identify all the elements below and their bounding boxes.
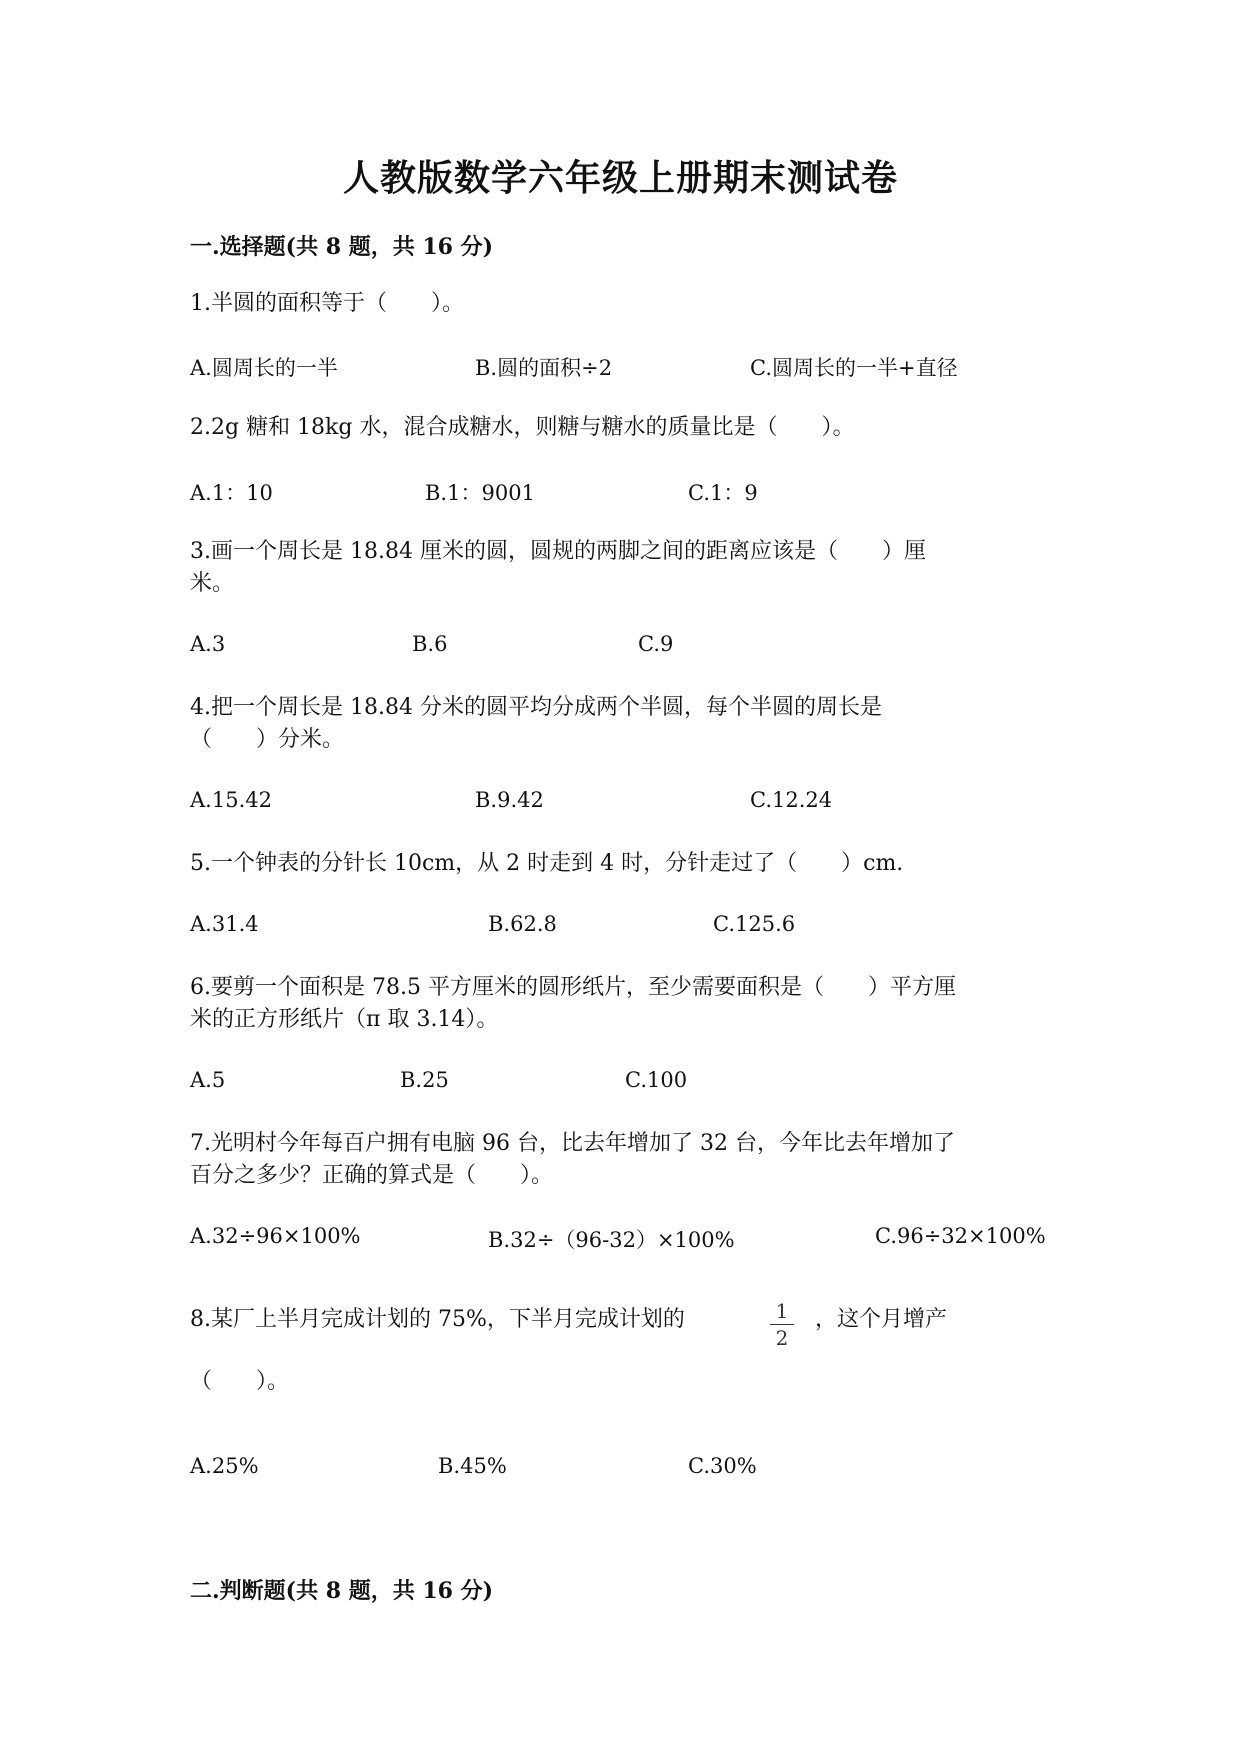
- q2-option-b: B.1：9001: [425, 481, 535, 505]
- q4-option-a: A.15.42: [190, 788, 272, 812]
- fraction-one-half: [770, 1300, 794, 1349]
- q1-option-c: C.圆周长的一半+直径: [750, 356, 958, 380]
- section-heading-judgement: 二.判断题(共 8 题，共 16 分): [190, 1578, 494, 1604]
- q3-option-b: B.6: [412, 632, 448, 656]
- question-6-line-1: 6.要剪一个面积是 78.5 平方厘米的圆形纸片，至少需要面积是（ ）平方厘: [190, 975, 956, 1000]
- question-1: 1.半圆的面积等于（ ）。: [190, 291, 464, 316]
- q6-option-b: B.25: [400, 1068, 449, 1092]
- q7-option-a: A.32÷96×100%: [190, 1224, 361, 1248]
- question-4-line-1: 4.把一个周长是 18.84 分米的圆平均分成两个半圆，每个半圆的周长是: [190, 695, 882, 720]
- page-title: 人教版数学六年级上册期末测试卷: [342, 157, 898, 199]
- q3-option-c: C.9: [638, 632, 674, 656]
- q8-option-c: C.30%: [688, 1454, 757, 1478]
- q6-option-a: A.5: [190, 1068, 226, 1092]
- fraction-bar: [770, 1324, 794, 1325]
- q4-option-b: B.9.42: [475, 788, 544, 812]
- fraction-numerator: 1: [775, 1299, 789, 1323]
- section-heading-choice: 一.选择题(共 8 题，共 16 分): [190, 234, 494, 260]
- question-3-line-2: 米。: [190, 571, 235, 596]
- q5-option-b: B.62.8: [488, 912, 557, 936]
- question-3-line-1: 3.画一个周长是 18.84 厘米的圆，圆规的两脚之间的距离应该是（ ）厘: [190, 539, 926, 564]
- q1-option-b: B.圆的面积÷2: [475, 356, 613, 380]
- question-5: 5.一个钟表的分针长 10cm，从 2 时走到 4 时，分针走过了（ ）cm.: [190, 851, 904, 876]
- question-6-line-2: 米的正方形纸片（π 取 3.14）。: [190, 1007, 499, 1032]
- q7-option-b: B.32÷（96-32）×100%: [488, 1228, 735, 1252]
- q6-option-c: C.100: [625, 1068, 688, 1092]
- question-8-line-2: （ ）。: [190, 1369, 290, 1394]
- q2-option-c: C.1：9: [688, 481, 758, 505]
- question-8-line-1: 8.某厂上半月完成计划的 75%，下半月完成计划的: [190, 1307, 685, 1332]
- fraction-denominator: 2: [775, 1326, 789, 1350]
- q4-option-c: C.12.24: [750, 788, 833, 812]
- q5-option-c: C.125.6: [713, 912, 796, 936]
- question-7-line-2: 百分之多少？正确的算式是（ ）。: [190, 1163, 554, 1188]
- question-2: 2.2g 糖和 18kg 水，混合成糖水，则糖与糖水的质量比是（ ）。: [190, 415, 855, 440]
- q5-option-a: A.31.4: [190, 912, 259, 936]
- q2-option-a: A.1：10: [190, 481, 273, 505]
- question-4-line-2: （ ）分米。: [190, 727, 345, 752]
- q7-option-c: C.96÷32×100%: [875, 1224, 1046, 1248]
- q8-option-a: A.25%: [190, 1454, 259, 1478]
- question-8-line-1-tail: ，这个月增产: [815, 1307, 948, 1332]
- q8-option-b: B.45%: [438, 1454, 507, 1478]
- question-7-line-1: 7.光明村今年每百户拥有电脑 96 台，比去年增加了 32 台，今年比去年增加了: [190, 1131, 955, 1156]
- q1-option-a: A.圆周长的一半: [190, 356, 338, 380]
- q3-option-a: A.3: [190, 632, 226, 656]
